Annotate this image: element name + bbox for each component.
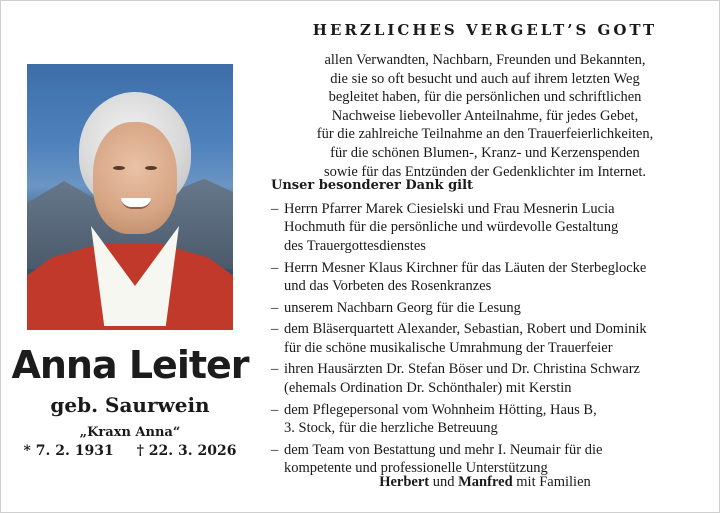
list-item-line: – dem Bläserquartett Alexander, Sebastian, Robert und Dominik (284, 321, 647, 338)
thanks-list (271, 200, 701, 481)
list-item (271, 259, 701, 296)
list-item-line: des Trauergottesdienstes (284, 237, 426, 254)
list-item (271, 299, 701, 317)
intro-line: für die zahlreiche Teilnahme an den Trauerfeierlichkeiten, (316, 126, 654, 143)
list-item-line: kompetente und professionelle Unterstützung (284, 460, 548, 477)
intro-line: sowie für das Entzünden der Gedenklichter im Internet. (323, 163, 647, 180)
signer-herbert: Herbert (379, 474, 430, 490)
deceased-name: Anna Leiter (11, 343, 249, 387)
list-item-line: – Herrn Pfarrer Marek Ciesielski und Frau Mesnerin Lucia (284, 201, 615, 217)
list-item-line: – dem Team von Bestattung und mehr I. Neumair für die (284, 441, 603, 458)
list-item-line: Hochmuth für die persönliche und würdevolle Gestaltung (284, 219, 619, 236)
portrait-photo (27, 64, 233, 330)
signoff-conjunction: und (429, 474, 459, 490)
birth-date: * 7. 2. 1931 (23, 443, 114, 459)
list-item (271, 401, 701, 438)
intro-line: die sie so oft besucht und auch auf ihrem letzten Weg (330, 70, 640, 87)
list-item-line: – Herrn Mesner Klaus Kirchner für das Läuten der Sterbeglocke (284, 259, 647, 276)
list-item (271, 360, 701, 397)
list-item-line: und das Vorbeten des Rosenkranzes (284, 277, 492, 294)
photo-right-eye (145, 166, 157, 170)
list-item-line: für die schöne musikalische Umrahmung der Trauerfeier (284, 339, 613, 356)
nickname: „Kraxn Anna“ (79, 425, 181, 440)
intro-text (269, 51, 701, 181)
signer-manfred: Manfred (458, 474, 513, 490)
life-dates (1, 443, 259, 459)
intro-line: begleitet haben, für die persönlichen und schriftlichen (328, 89, 642, 106)
list-item-line: (ehemals Ordination Dr. Schönthaler) mit Kerstin (284, 379, 572, 396)
special-thanks-heading: Unser besonderer Dank gilt (271, 178, 474, 193)
list-item (271, 200, 701, 255)
thanks-title: HERZLICHES VERGELT’S GOTT (312, 21, 658, 39)
photo-left-eye (113, 166, 125, 170)
signature-line (269, 474, 701, 491)
intro-line: für die schönen Blumen-, Kranz- und Kerzenspenden (330, 144, 640, 161)
death-date: † 22. 3. 2026 (136, 443, 237, 459)
list-item (271, 441, 701, 478)
photo-face (93, 122, 177, 234)
list-item (271, 320, 701, 357)
list-item-line: – unserem Nachbarn Georg für die Lesung (284, 299, 521, 316)
maiden-name: geb. Saurwein (50, 393, 210, 417)
signoff-rest: mit Familien (512, 474, 591, 490)
list-item-line: 3. Stock, für die herzliche Betreuung (284, 419, 498, 436)
list-item-line: – dem Pflegepersonal vom Wohnheim Hötting, Haus B, (284, 401, 597, 418)
intro-line: allen Verwandten, Nachbarn, Freunden und Bekannten, (324, 52, 646, 68)
intro-line: Nachweise liebevoller Anteilnahme, für jedes Gebet, (331, 107, 639, 124)
list-item-line: – ihren Hausärzten Dr. Stefan Böser und Dr. Christina Schwarz (284, 361, 640, 378)
